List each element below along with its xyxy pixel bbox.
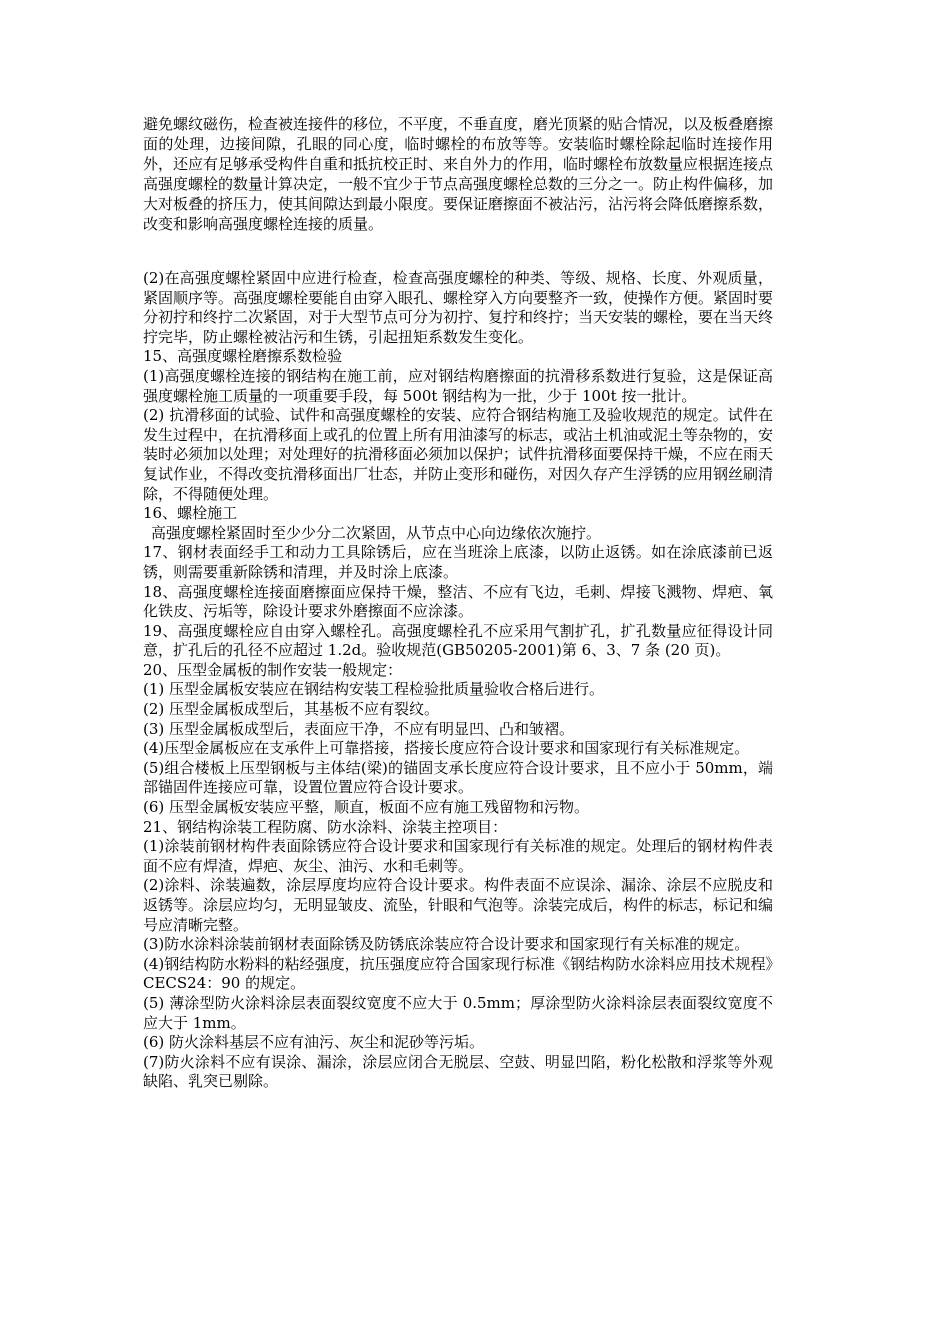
document-page — [143, 114, 773, 1092]
paragraph-20-1: (1) 压型金属板安装应在钢结构安装工程检验批质量验收合格后进行。 — [143, 680, 605, 699]
paragraph-21-6: (6) 防火涂料基层不应有油污、灰尘和泥砂等污垢。 — [143, 1033, 485, 1052]
section-heading-21: 21、钢结构涂装工程防腐、防水涂料、涂装主控项目： — [143, 817, 508, 836]
paragraph-21-5: (5) 薄涂型防火涂料涂层表面裂纹宽度不应大于 0.5mm；厚涂型防火涂料涂层表面裂纹宽度不应大于 1mm。 — [143, 993, 773, 1032]
section-19: 19、高强度螺栓应自由穿入螺栓孔。高强度螺栓孔不应采用气割扩孔，扩孔数量应征得设计同意，扩孔后的孔径不应超过 1.2d。验收规范(GB50205-2001)第 6、3、7 条 (20 页)。 — [143, 621, 773, 660]
section-18: 18、高强度螺栓连接面磨擦面应保持干燥，整洁、不应有飞边，毛刺、焊接飞溅物、焊疤、氧化铁皮、污垢等，除设计要求外磨擦面不应涂漆。 — [143, 582, 773, 621]
paragraph-15-1: (1)高强度螺栓连接的钢结构在施工前，应对钢结构磨擦面的抗滑移系数进行复验，这是保证高强度螺栓施工质量的一项重要手段，每 500t 钢结构为一批，少于 100t 按一批计。 — [143, 366, 773, 405]
paragraph-20-3: (3) 压型金属板成型后，表面应干净，不应有明显凹、凸和皱褶。 — [143, 719, 575, 738]
paragraph-21-2: (2)涂料、涂装遍数，涂层厚度均应符合设计要求。构件表面不应误涂、漏涂、涂层不应脱皮和返锈等。涂层应均匀，无明显皱皮、流坠，针眼和气泡等。涂装完成后，构件的标志，标记和编号应清晰完整。 — [143, 876, 774, 934]
paragraph-21-3: (3)防水涂料涂装前钢材表面除锈及防锈底涂装应符合设计要求和国家现行有关标准的规定。 — [143, 935, 750, 954]
paragraph-21-1: (1)涂装前钢材构件表面除锈应符合设计要求和国家现行有关标准的规定。处理后的钢材构件表面不应有焊渣，焊疤、灰尘、油污、水和毛刺等。 — [143, 837, 773, 875]
paragraph-16: 高强度螺栓紧固时至少少分二次紧固，从节点中心向边缘依次施拧。 — [151, 523, 602, 542]
paragraph-21-7: (7)防火涂料不应有误涂、漏涂，涂层应闭合无脱层、空鼓、明显凹陷，粉化松散和浮浆等外观缺陷、乳突已剔除。 — [143, 1052, 773, 1091]
paragraph-21-4: (4)钢结构防水粉料的粘经强度，抗压强度应符合国家现行标准《钢结构防水涂料应用技术规程》CECS24：90 的规定。 — [143, 954, 773, 993]
paragraph-20-2: (2) 压型金属板成型后，其基板不应有裂纹。 — [143, 700, 440, 719]
paragraph-20-5: (5)组合楼板上压型钢板与主体结(梁)的锚固支承长度应符合设计要求，且不应小于 50mm，端部锚固件连接应可靠，设置位置应符合设计要求。 — [143, 758, 773, 797]
paragraph-20-4: (4)压型金属板应在支承件上可靠搭接，搭接长度应符合设计要求和国家现行有关标准规定。 — [143, 739, 750, 758]
intro-paragraph: 避免螺纹磁伤，检查被连接件的移位，不平度，不垂直度，磨光顶紧的贴合情况，以及板叠磨擦面的处理，边接间隙，孔眼的同心度，临时螺栓的布放等等。安装临时螺栓除起临时连接作用外，还应有足够承受构件自重和抵抗校正时、来自外力的作用，临时螺栓布放数量应根据连接点高强度螺栓的数量计算决定，一般不宜少于节点高强度螺栓总数的三分之一。防止构件偏移，加大对板叠的挤压力，使其间隙达到最小限度。要保证磨擦面不被沾污，沾污将会降低磨擦系数，改变和影响高强度螺栓连接的质量。 — [143, 115, 774, 233]
paragraph-20-6: (6) 压型金属板安装应平整，顺直，板面不应有施工残留物和污物。 — [143, 798, 590, 817]
paragraph-bolt-tightening-check: (2)在高强度螺栓紧固中应进行检查，检查高强度螺栓的种类、等级、规格、长度、外观质量，紧固顺序等。高强度螺栓要能自由穿入眼孔、螺栓穿入方向要整齐一致，使操作方便。紧固时要分初拧和终拧二次紧固，对于大型节点可分为初拧、复拧和终拧；当天安装的螺栓，要在当天终拧完毕，防止螺栓被沾污和生锈，引起扭矩系数发生变化。 — [143, 269, 774, 346]
section-heading-16: 16、螺栓施工 — [143, 504, 238, 523]
paragraph-gap — [143, 234, 773, 269]
section-heading-20: 20、压型金属板的制作安装一般规定： — [143, 660, 403, 679]
section-heading-15: 15、高强度螺栓磨擦系数检验 — [143, 347, 343, 366]
section-17: 17、钢材表面经手工和动力工具除锈后，应在当班涂上底漆，以防止返锈。如在涂底漆前已返锈，则需要重新除锈和清理，并及时涂上底漆。 — [143, 543, 773, 581]
paragraph-15-2: (2) 抗滑移面的试验、试件和高强度螺栓的安装、应符合钢结构施工及验收规范的规定。试件在发生过程中，在抗滑移面上或孔的位置上所有用油漆写的标志，或沾土机油或泥土等杂物的，安装时必须加以处理；对处理好的抗滑移面必须加以保护；试件抗滑移面要保持干燥，不应在雨天复试作业，不得改变抗滑移面出厂壮态，并防止变形和碰伤，对因久存产生浮锈的应用钢丝刷清除，不得随便处理。 — [143, 406, 774, 503]
